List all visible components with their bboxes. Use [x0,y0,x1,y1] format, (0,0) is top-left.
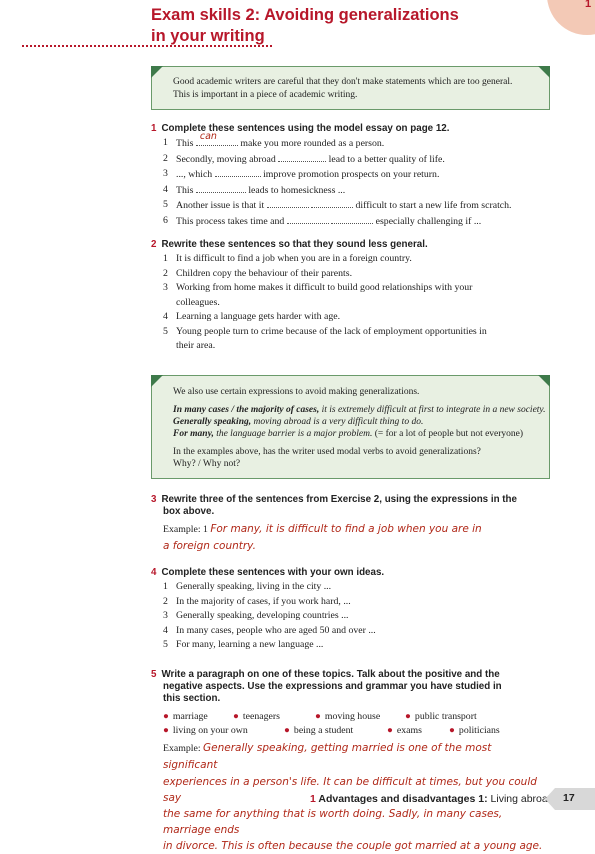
example-sentence-1: In many cases / the majority of cases, it is extremely difficult at first to integrate in a new society. [173,405,546,415]
list-item: 3 Generally speaking, developing countries ... [163,610,349,621]
exercise-instruction: Complete these sentences with your own ideas. [161,567,385,578]
list-item: 1 Generally speaking, living in the city ... [163,581,332,592]
bullet-icon: ● [315,711,321,722]
corner-tab [545,0,595,40]
exercise-number: 3 [151,494,157,505]
handwritten-paragraph-line: in divorce. This is often because the couple got married at a young age. [163,840,543,852]
answer-blank[interactable] [196,131,238,146]
exercise-1-list [163,131,548,229]
unit-title: Advantages and disadvantages 1: [318,793,488,805]
handwritten-answer: can [199,131,217,142]
title-line-2: in your writing [151,27,265,45]
handwritten-answer: For many, it is difficult to find a job when you are in [210,523,482,535]
bullet-icon: ● [163,725,169,736]
box-corner-left [151,375,163,387]
exercise-2-heading [151,239,551,251]
page-title [151,5,551,47]
list-item: 2 In the majority of cases, if you work hard, ... [163,595,351,607]
list-item: 2 Children copy the behaviour of their parents. [163,267,353,279]
page-number: 17 [563,792,575,804]
corner-number: 1 [585,0,592,10]
exercise-4-heading [151,567,551,579]
topic-row-2 [163,724,553,738]
exercise-5-heading: 5 Write a paragraph on one of these topics. Talk about the positive and the negative aspects. Use the expressions and grammar you have studied in this section. [151,669,502,704]
tip-line-2: This is important in a piece of academic writing. [173,90,358,100]
list-item: 5 For many, learning a new language ... [163,639,324,650]
topic-bullets [163,710,553,738]
list-item: 2 Secondly, moving abroad lead to a better quality of life. [163,152,445,165]
exercise-instruction: Rewrite these sentences so that they sound less general. [161,239,428,250]
example-label: Example: [163,743,203,754]
tip-box [151,66,550,110]
list-item: ● living on your own [163,725,248,736]
box-corner-right [538,66,550,78]
title-line-1: Exam skills 2: Avoiding generalizations [151,6,459,24]
bullet-icon: ● [233,711,239,722]
bullet-icon: ● [405,711,411,722]
exercise-number: 5 [151,669,157,680]
handwritten-paragraph-line: Generally speaking, getting married is one of the most significant [163,742,492,771]
unit-number: 1 [310,793,316,805]
exercise-number: 2 [151,239,157,250]
box-question-2: Why? / Why not? [173,459,241,469]
answer-blank[interactable] [287,214,329,224]
exercise-3-example [163,521,548,554]
list-item: 3 Working from home makes it difficult to build good relationships with your colleagues. [163,282,473,308]
example-sentence-2: Generally speaking, moving abroad is a very difficult thing to do. [173,417,424,427]
list-item: ● politicians [449,725,500,736]
list-item: 3 ..., which improve promotion prospects on your return. [163,168,440,180]
topic-row-1 [163,710,553,724]
exercise-number: 4 [151,567,157,578]
list-item: 5 Young people turn to crime because of the lack of employment opportunities in their area. [163,325,487,351]
box-corner-left [151,66,163,78]
answer-blank[interactable] [311,198,353,208]
answer-blank[interactable] [278,152,326,162]
bullet-icon: ● [387,725,393,736]
answer-blank[interactable] [267,198,309,208]
exercise-instruction: Rewrite three of the sentences from Exercise 2, using the expressions in the [161,494,517,505]
box-corner-right [538,375,550,387]
example-sentence-3: For many, the language barrier is a major problem. (= for a lot of people but not everyone) [173,429,524,439]
tab-arrow [545,788,555,810]
exercise-2-list [163,252,548,354]
list-item: 4 This leads to homesickness ... [163,183,346,196]
page-number-tab [555,788,595,810]
bullet-icon: ● [284,725,290,736]
list-item: ● moving house [315,711,381,722]
title-divider [22,45,272,47]
box-intro: We also use certain expressions to avoid making generalizations. [173,387,420,397]
list-item: 1 It is difficult to find a job when you are in a foreign country. [163,253,412,264]
box-question-1: In the examples above, has the writer used modal verbs to avoid generalizations? [173,447,481,457]
exercise-instruction: Write a paragraph on one of these topics. Talk about the positive and the [161,669,500,680]
example-label: Example: 1 [163,524,211,535]
list-item: ● marriage [163,711,208,722]
exercise-instruction-cont: box above. [163,506,215,517]
list-item: 5 Another issue is that it difficult to start a new life from scratch. [163,199,512,211]
answer-blank[interactable] [215,167,261,177]
bullet-icon: ● [449,725,455,736]
handwritten-paragraph-line: the same for anything that is worth doing. Sadly, in many cases, marriage ends [163,808,503,836]
list-item: ● public transport [405,711,477,722]
list-item: ● exams [387,725,422,736]
tip-line-1: Good academic writers are careful that they don't make statements which are too general. [173,77,513,87]
handwritten-paragraph-line: experiences in a person's life. It can be difficult at times, but you could say [163,776,537,804]
handwritten-answer-cont: a foreign country. [163,540,256,552]
page-footer [310,793,554,805]
list-item: 1 This can make you more rounded as a person. [163,131,385,149]
list-item: ● teenagers [233,711,280,722]
bullet-icon: ● [163,711,169,722]
exercise-3-heading [151,494,551,518]
list-item: 4 In many cases, people who are aged 50 and over ... [163,624,376,636]
answer-blank[interactable] [331,214,373,224]
section-title: Living abroad [490,793,554,805]
expressions-box [151,375,550,479]
exercise-4-list [163,580,548,653]
exercise-number: 1 [151,123,157,134]
list-item: ● being a student [284,725,354,736]
list-item: 6 This process takes time and especially challenging if ... [163,214,482,227]
answer-blank[interactable] [196,183,246,193]
exercise-instruction: Complete these sentences using the model essay on page 12. [161,123,450,134]
list-item: 4 Learning a language gets harder with age. [163,311,341,322]
